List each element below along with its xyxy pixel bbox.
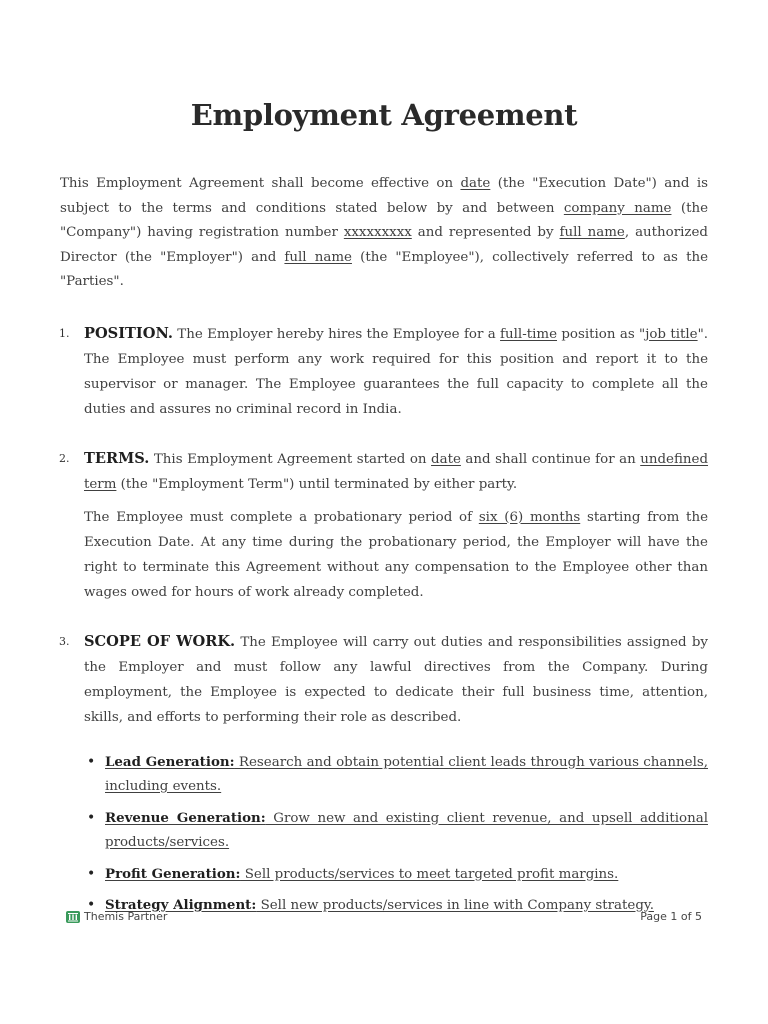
duty-text: Sell new products/services in line with Company strategy. [256,898,654,913]
clause-number: 3. [59,634,70,648]
clause-paragraph [84,629,708,730]
clause-number: 1. [59,326,70,340]
bullet-icon: • [87,753,96,770]
start-date-placeholder: date [431,451,461,467]
clause-list [60,321,708,919]
page-footer [66,910,702,923]
page-number: Page 1 of 5 [640,910,702,923]
duty-heading: Lead Generation: [105,753,235,770]
company-name-placeholder: company name [563,200,672,216]
clause-text: (the "Employment Term") until terminated by either party. [116,476,518,492]
clause-heading: TERMS. [84,449,150,467]
intro-text: (the "Company") having registration number [60,200,709,240]
intro-text: (the "Employee"), collectively referred to as the "Parties". [60,249,708,289]
bullet-icon: • [87,809,96,826]
employee-name-placeholder: full name [284,249,352,265]
intro-text: and represented by [411,225,560,240]
clause-text: The Employer hereby hires the Employee for a [172,326,501,342]
clause-terms [60,446,708,605]
brand [66,910,167,923]
building-columns-icon [66,911,80,923]
duty-item [84,750,708,800]
probation-period-placeholder: six (6) months [478,509,581,525]
clause-scope-of-work [60,629,708,919]
clause-text: and shall continue for an [460,451,641,467]
director-name-placeholder: full name [559,225,625,240]
clause-text: position as " [557,326,646,342]
clause-text: This Employment Agreement started on [149,451,432,467]
clause-text: starting from the Execution Date. At any time during the probationary period, the Employer will have the right to terminate this Agreement without any compensation to the Employee other than wages owed for hours of work already completed. [84,509,708,600]
term-placeholder: undefined term [84,451,709,492]
registration-number-placeholder: xxxxxxxxx [343,225,412,240]
duty-heading: Strategy Alignment: [105,897,257,913]
brand-name: Themis Partner [84,910,168,923]
bullet-icon: • [87,865,96,882]
clause-paragraph [84,446,708,497]
document-title: Employment Agreement [190,98,578,132]
clause-text: ". The Employee must perform any work required for this position and report it to the supervisor or manager. The Employee guarantees the full capacity to complete all the duties and assures no criminal record in India. [84,326,709,417]
bullet-icon: • [87,897,96,913]
duty-item [84,862,708,888]
intro-text: This Employment Agreement shall become effective on [60,176,461,191]
intro-text: , authorized Director (the "Employer") and [60,225,708,265]
duty-heading: Profit Generation: [105,865,241,882]
clause-heading: SCOPE OF WORK. [84,632,236,650]
duties-list [84,750,708,919]
clause-number: 2. [59,451,70,465]
duty-text: Research and obtain potential client leads through various channels, including events. [105,754,708,794]
duty-heading: Revenue Generation: [105,809,266,826]
clause-text: The Employee will carry out duties and responsibilities assigned by the Employer and must follow any lawful directives from the Company. During employment, the Employee is expected to dedicate their full business time, attention, skills, and efforts to performing their role as described. [84,634,708,725]
intro-paragraph [60,172,708,295]
intro-text: (the "Execution Date") and is subject to the terms and conditions stated below by and between [60,176,708,216]
clause-text: The Employee must complete a probationary period of [84,509,479,525]
duty-text: Grow new and existing client revenue, and upsell additional products/services. [105,810,708,850]
clause-heading: POSITION. [84,324,173,342]
date-placeholder: date [460,176,491,191]
employment-type-placeholder: full-time [500,326,558,342]
probation-paragraph [84,505,708,605]
duty-text: Sell products/services to meet targeted profit margins. [240,866,619,882]
clause-position [60,321,708,422]
duty-item [84,806,708,856]
job-title-placeholder: job title [645,326,698,342]
